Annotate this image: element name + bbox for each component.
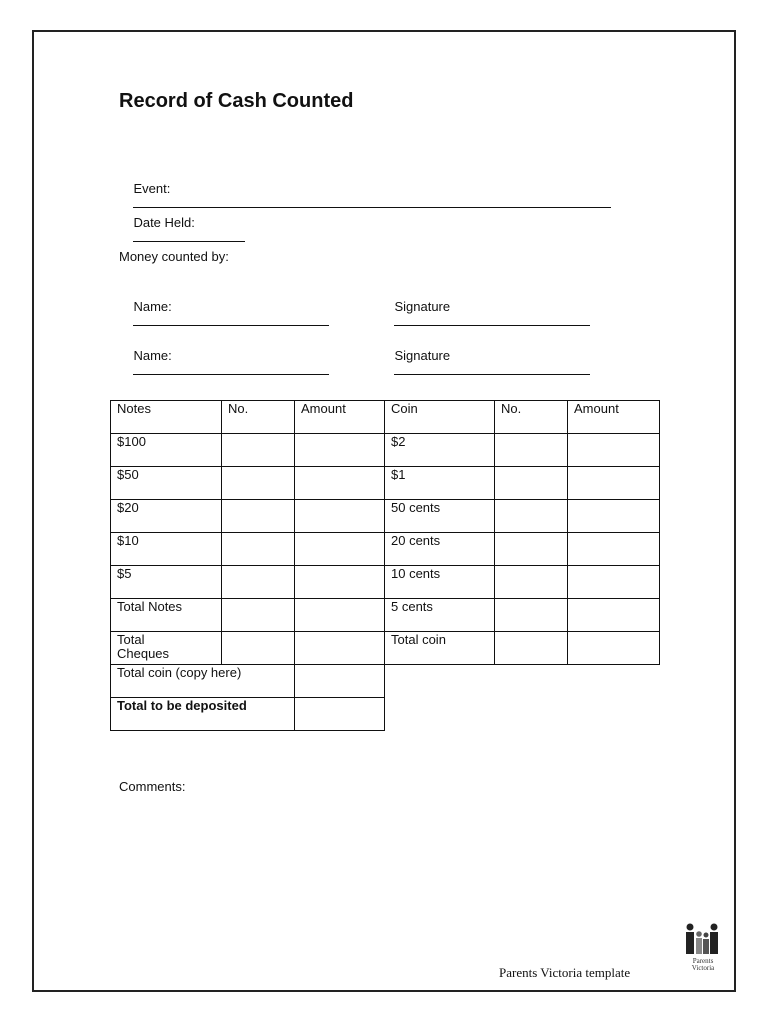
coin-label: 5 cents xyxy=(385,599,495,632)
coin-amount-cell[interactable] xyxy=(568,467,660,500)
total-notes-count-cell[interactable] xyxy=(222,599,295,632)
total-deposit-amount-cell[interactable] xyxy=(295,698,385,731)
coin-amount-cell[interactable] xyxy=(568,500,660,533)
total-notes-amount-cell[interactable] xyxy=(295,599,385,632)
table-row xyxy=(111,467,660,500)
cash-table xyxy=(110,400,660,731)
counted-by-label: Money counted by: xyxy=(119,249,229,264)
coin-count-cell[interactable] xyxy=(495,434,568,467)
signature-label-2: Signature xyxy=(394,348,451,363)
name-field-2 xyxy=(119,333,329,393)
note-label: $5 xyxy=(111,566,222,599)
note-label: $20 xyxy=(111,500,222,533)
page-title: Record of Cash Counted xyxy=(119,90,354,112)
coin-amount-cell[interactable] xyxy=(568,599,660,632)
table-row xyxy=(111,500,660,533)
coin-count-cell[interactable] xyxy=(495,467,568,500)
table-row xyxy=(111,599,660,632)
note-count-cell[interactable] xyxy=(222,500,295,533)
coin-amount-cell[interactable] xyxy=(568,533,660,566)
note-amount-cell[interactable] xyxy=(295,467,385,500)
note-count-cell[interactable] xyxy=(222,533,295,566)
total-coin-label: Total coin xyxy=(385,632,495,665)
signature-label-1: Signature xyxy=(394,299,451,314)
coin-count-cell[interactable] xyxy=(495,599,568,632)
name-input-line-2[interactable] xyxy=(133,363,329,375)
signature-field-2 xyxy=(380,333,590,393)
logo-text-parents: Parents xyxy=(692,957,714,965)
header-coin: Coin xyxy=(385,401,495,434)
coin-label: $2 xyxy=(385,434,495,467)
note-count-cell[interactable] xyxy=(222,566,295,599)
total-coin-copy-label: Total coin (copy here) xyxy=(111,665,295,698)
comments-label: Comments: xyxy=(119,779,186,794)
total-cheques-label: Total Cheques xyxy=(111,632,222,665)
note-amount-cell[interactable] xyxy=(295,566,385,599)
date-input-line[interactable] xyxy=(133,230,245,242)
total-coin-count-cell[interactable] xyxy=(495,632,568,665)
event-label: Event: xyxy=(133,181,171,196)
coin-count-cell[interactable] xyxy=(495,566,568,599)
table-row xyxy=(111,632,660,665)
coin-label: $1 xyxy=(385,467,495,500)
coin-count-cell[interactable] xyxy=(495,533,568,566)
total-notes-label: Total Notes xyxy=(111,599,222,632)
coin-amount-cell[interactable] xyxy=(568,566,660,599)
signature-input-line-1[interactable] xyxy=(394,314,590,326)
name-input-line-1[interactable] xyxy=(133,314,329,326)
header-coin-no: No. xyxy=(495,401,568,434)
table-row xyxy=(111,434,660,467)
total-cheques-count-cell[interactable] xyxy=(222,632,295,665)
note-label: $100 xyxy=(111,434,222,467)
header-notes: Notes xyxy=(111,401,222,434)
footer-text: Parents Victoria template xyxy=(499,965,631,980)
total-deposit-label: Total to be deposited xyxy=(111,698,295,731)
family-icon xyxy=(681,922,725,958)
note-amount-cell[interactable] xyxy=(295,533,385,566)
note-amount-cell[interactable] xyxy=(295,500,385,533)
note-label: $10 xyxy=(111,533,222,566)
table-row xyxy=(111,566,660,599)
header-coin-amount: Amount xyxy=(568,401,660,434)
table-header-row xyxy=(111,401,660,434)
total-cheques-amount-cell[interactable] xyxy=(295,632,385,665)
total-coin-copy-amount-cell[interactable] xyxy=(295,665,385,698)
coin-label: 50 cents xyxy=(385,500,495,533)
note-count-cell[interactable] xyxy=(222,434,295,467)
header-notes-no: No. xyxy=(222,401,295,434)
header-notes-amount: Amount xyxy=(295,401,385,434)
name-label-1: Name: xyxy=(133,299,172,314)
logo-text-victoria: Victoria xyxy=(691,964,715,972)
coin-label: 20 cents xyxy=(385,533,495,566)
note-label: $50 xyxy=(111,467,222,500)
total-coin-amount-cell[interactable] xyxy=(568,632,660,665)
signature-input-line-2[interactable] xyxy=(394,363,590,375)
table-row xyxy=(111,533,660,566)
coin-count-cell[interactable] xyxy=(495,500,568,533)
parents-victoria-logo xyxy=(681,922,725,972)
note-count-cell[interactable] xyxy=(222,467,295,500)
table-row xyxy=(111,665,660,698)
document-page xyxy=(32,30,736,992)
note-amount-cell[interactable] xyxy=(295,434,385,467)
date-label: Date Held: xyxy=(133,215,195,230)
coin-label: 10 cents xyxy=(385,566,495,599)
table-row xyxy=(111,698,660,731)
coin-amount-cell[interactable] xyxy=(568,434,660,467)
name-label-2: Name: xyxy=(133,348,172,363)
